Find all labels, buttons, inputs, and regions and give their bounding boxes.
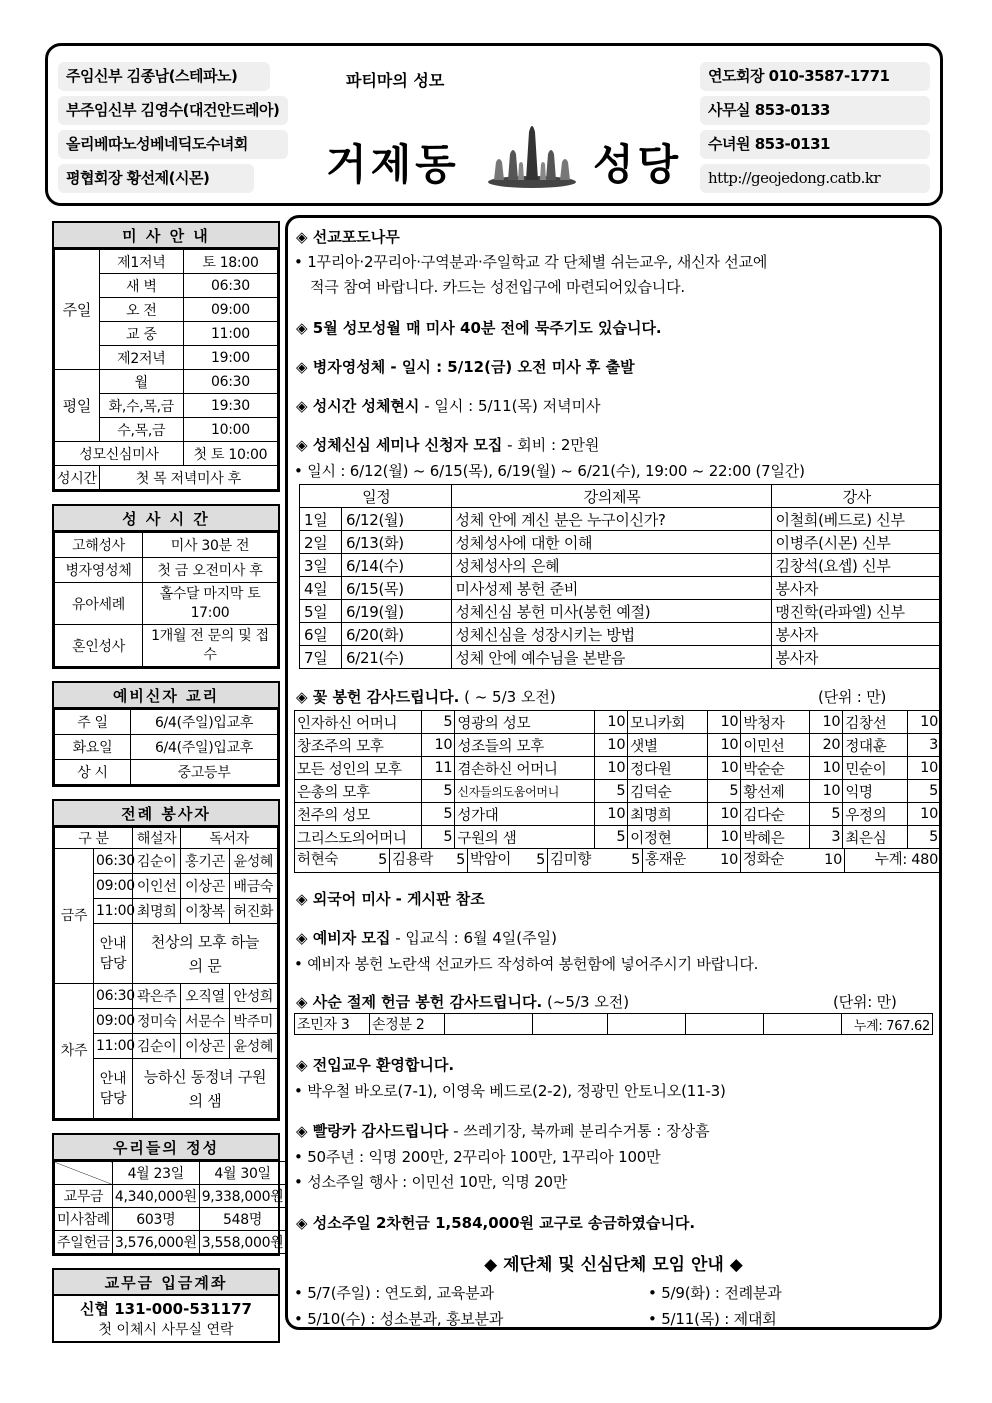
mass-name: 제2저녁 [99, 346, 183, 370]
news-title-lent-offering: ◈ 사순 절제 헌금 봉헌 감사드립니다. (~5/3 오전) [296, 993, 630, 1011]
sacrament-name: 유아세례 [55, 583, 143, 625]
flower-amount: 10 [708, 711, 741, 734]
flower-amount: 10 [708, 826, 741, 849]
flower-donor: 샛별 [628, 734, 708, 757]
flower-donor: 모니카회 [628, 711, 708, 734]
offering-value: 3,558,000원 [199, 1231, 286, 1254]
donor-cell [764, 1014, 842, 1035]
account-title: 교무금 입금계좌 [54, 1270, 278, 1296]
meeting-item: • 5/7(주일) : 연도회, 교육분과 [294, 1284, 494, 1302]
flower-amount: 3 [907, 734, 940, 757]
news-title-vocation-offering: ◈ 성소주일 2차헌금 1,584,000원 교구로 송금하였습니다. [296, 1214, 696, 1232]
flower-amount: 10 [708, 803, 741, 826]
mass-schedule-box [52, 221, 280, 492]
flower-amount: 10 [708, 734, 741, 757]
flower-amount: 10 [810, 757, 843, 780]
seminar-topic: 성체 안에 계신 분은 누구이신가? [451, 508, 771, 531]
reader: 홍기곤 [181, 849, 229, 874]
seminar-date: 6/19(월) [342, 600, 452, 623]
mass-name: 새 벽 [99, 274, 183, 298]
flower-amount: 10 [810, 780, 843, 803]
flower-donor: 신자들의도움어머니 [455, 780, 595, 803]
news-text: • 1꾸리아·2꾸리아·구역분과·주일학교 각 단체별 쉬는교우, 새신자 선교에 [294, 253, 768, 271]
seminar-day: 2일 [300, 531, 342, 554]
seminar-head: 일정 [300, 485, 452, 508]
account-box [52, 1268, 280, 1343]
liturgy-time: 11:00 [94, 899, 133, 924]
mass-time: 19:30 [183, 394, 277, 418]
seminar-topic: 미사성제 봉헌 준비 [451, 577, 771, 600]
offering-value: 4,340,000원 [112, 1185, 199, 1208]
flower-donor: 성조들의 모후 [455, 734, 595, 757]
flower-amount: 10 [907, 757, 940, 780]
liturgy-time: 06:30 [94, 984, 133, 1009]
sacrament-name: 병자영성체 [55, 558, 143, 583]
liturgy-head: 구 분 [55, 828, 133, 849]
commentator: 김순이 [133, 1034, 181, 1059]
seminar-speaker: 봉사자 [771, 646, 940, 669]
seminar-date: 6/15(목) [342, 577, 452, 600]
reader: 오직열 [181, 984, 229, 1009]
catechumen-table [54, 709, 278, 785]
seminar-date: 6/12(월) [342, 508, 452, 531]
mass-name: 화,수,목,금 [99, 394, 183, 418]
liturgy-table [54, 827, 278, 1119]
news-panel [285, 215, 942, 1330]
news-title-catechumen: ◈ 예비자 모집 - 입교식 : 6월 4일(주일) [296, 929, 557, 947]
flower-donor: 영광의 성모 [455, 711, 595, 734]
flower-amount: 5 [907, 826, 940, 849]
flower-donor: 정대훈 [843, 734, 907, 757]
liturgy-time: 06:30 [94, 849, 133, 874]
seminar-topic: 성체신심 봉헌 미사(봉헌 예절) [451, 600, 771, 623]
sacrament-table [54, 532, 278, 667]
convent-phone: 수녀원 853-0131 [700, 130, 930, 159]
flower-donor: 정다원 [628, 757, 708, 780]
mass-time: 첫 토 10:00 [183, 442, 277, 466]
mass-time: 첫 목 저녁미사 후 [99, 466, 277, 490]
flower-row [295, 711, 941, 734]
flower-amount: 5 [456, 852, 465, 868]
seminar-speaker: 봉사자 [771, 623, 940, 646]
flower-row [295, 826, 941, 849]
reader: 배금숙 [229, 874, 277, 899]
mass-time: 19:00 [183, 346, 277, 370]
pastor-label: 주임신부 김종남(스테파노) [58, 62, 270, 91]
flower-amount: 10 [824, 852, 842, 868]
parish-subtitle: 파티마의 성모 [346, 71, 445, 90]
flower-donor: 이민선 [741, 734, 810, 757]
flower-donor: 홍재운 [645, 852, 687, 868]
seminar-speaker: 봉사자 [771, 577, 940, 600]
flower-donor: 박암이 [470, 852, 512, 868]
seminar-speaker: 이철희(베드로) 신부 [771, 508, 940, 531]
seminar-head: 강사 [771, 485, 940, 508]
seminar-day: 6일 [300, 623, 342, 646]
flower-donor: 우정의 [843, 803, 907, 826]
flowers-unit: (단위 : 만) [818, 688, 887, 706]
flower-row [295, 780, 941, 803]
mass-schedule-title: 미 사 안 내 [54, 223, 278, 249]
flower-amount: 10 [595, 803, 628, 826]
reader: 허진화 [229, 899, 277, 924]
offering-label: 주일헌금 [55, 1231, 113, 1254]
flower-donor: 박순순 [741, 757, 810, 780]
meeting-item: • 5/11(목) : 제대회 [648, 1310, 777, 1328]
flower-amount: 5 [708, 780, 741, 803]
reader: 윤성혜 [229, 1034, 277, 1059]
guide-label: 안내 담당 [94, 924, 133, 984]
mass-name: 성모신심미사 [55, 442, 184, 466]
account-number: 신협 131-000-531177 [80, 1300, 252, 1318]
seminar-topic: 성체성사에 대한 이해 [451, 531, 771, 554]
sacrament-name: 고해성사 [55, 533, 143, 558]
donor-cell [533, 1014, 608, 1035]
council-president-label: 평협회장 황선제(시몬) [58, 164, 254, 193]
news-text: • 박우철 바오로(7-1), 이영욱 베드로(2-2), 정광민 안토니오(11-3) [294, 1082, 726, 1100]
flower-amount: 10 [595, 734, 628, 757]
flower-amount: 5 [595, 826, 628, 849]
news-text: • 성소주일 행사 : 이민선 10만, 익명 20만 [294, 1173, 568, 1191]
guide-groups: 능하신 동정녀 구원의 샘 [133, 1059, 278, 1119]
commentator: 최명희 [133, 899, 181, 924]
guide-label: 안내 담당 [94, 1059, 133, 1119]
offering-value: 603명 [112, 1208, 199, 1231]
sacrament-title: 성 사 시 간 [54, 506, 278, 532]
liturgy-box [52, 799, 280, 1121]
flower-amount: 5 [422, 826, 455, 849]
lent-total: 누계: 767.62 [842, 1014, 933, 1035]
reader: 박주미 [229, 1009, 277, 1034]
seminar-day: 5일 [300, 600, 342, 623]
seminar-topic: 성체성사의 은혜 [451, 554, 771, 577]
liturgy-head: 해설자 [133, 828, 181, 849]
office-phone: 사무실 853-0133 [700, 96, 930, 125]
seminar-topic: 성체신심을 성장시키는 방법 [451, 623, 771, 646]
mass-time: 10:00 [183, 418, 277, 442]
reader: 안성희 [229, 984, 277, 1009]
next-week-label: 차주 [55, 984, 94, 1119]
sisters-label: 올리베따노성베네딕도수녀회 [58, 130, 288, 159]
flower-amount: 10 [422, 734, 455, 757]
mass-name: 성시간 [55, 466, 100, 490]
liturgy-time: 09:00 [94, 1009, 133, 1034]
flower-donor: 민순이 [843, 757, 907, 780]
seminar-speaker: 맹진학(라파엘) 신부 [771, 600, 940, 623]
sunday-label: 주일 [55, 250, 100, 370]
catechumen-box [52, 681, 280, 787]
class-day: 주 일 [55, 710, 131, 735]
class-info: 6/4(주일)입교후 [131, 710, 278, 735]
news-text: 적극 참여 바랍니다. 카드는 성전입구에 마련되어있습니다. [310, 278, 685, 296]
flower-amount: 10 [595, 757, 628, 780]
offering-title: 우리들의 정성 [54, 1135, 278, 1161]
sacrament-time: 미사 30분 전 [143, 533, 278, 558]
catechumen-title: 예비신자 교리 [54, 683, 278, 709]
flower-amount: 5 [378, 852, 387, 868]
mass-time: 06:30 [183, 274, 277, 298]
commentator: 정미숙 [133, 1009, 181, 1034]
class-info: 6/4(주일)입교후 [131, 735, 278, 760]
flower-amount: 5 [595, 780, 628, 803]
mass-name: 월 [99, 370, 183, 394]
reader: 이창복 [181, 899, 229, 924]
seminar-topic: 성체 안에 예수님을 본받음 [451, 646, 771, 669]
class-info: 중고등부 [131, 760, 278, 785]
sacrament-time: 홀수달 마지막 토 17:00 [143, 583, 278, 625]
offering-value: 3,576,000원 [112, 1231, 199, 1254]
mass-name: 오 전 [99, 298, 183, 322]
reader: 서문수 [181, 1009, 229, 1034]
news-title-holy-hour: ◈ 성시간 성체현시 - 일시 : 5/11(목) 저녁미사 [296, 397, 601, 415]
lent-unit: (단위: 만) [833, 993, 897, 1011]
meeting-item: • 5/9(화) : 전례분과 [648, 1284, 782, 1302]
seminar-head: 강의제목 [451, 485, 771, 508]
news-title-flowers: ◈ 꽃 봉헌 감사드립니다. ( ~ 5/3 오전) [296, 688, 556, 706]
flower-row [295, 849, 941, 873]
seminar-speaker: 이병주(시몬) 신부 [771, 531, 940, 554]
flowers-table [294, 710, 941, 873]
seminar-day: 1일 [300, 508, 342, 531]
reader: 윤성혜 [229, 849, 277, 874]
news-text: • 일시 : 6/12(월) ~ 6/15(목), 6/19(월) ~ 6/21(수), 19:00 ~ 22:00 (7일간) [294, 462, 805, 480]
flower-amount: 11 [422, 757, 455, 780]
meeting-item: • 5/10(수) : 성소분과, 홍보분과 [294, 1310, 504, 1328]
flower-row [295, 803, 941, 826]
flower-donor: 창조주의 모후 [295, 734, 422, 757]
flower-amount: 5 [907, 780, 940, 803]
flower-amount: 20 [810, 734, 843, 757]
flower-amount: 10 [720, 852, 738, 868]
sidebar [52, 221, 284, 1355]
liturgy-time: 11:00 [94, 1034, 133, 1059]
liturgy-time: 09:00 [94, 874, 133, 899]
seminar-table [299, 484, 941, 669]
flower-amount: 5 [631, 852, 640, 868]
donor-cell [608, 1014, 686, 1035]
seminar-date: 6/13(화) [342, 531, 452, 554]
mass-time: 토 18:00 [183, 250, 277, 274]
flower-amount: 10 [907, 803, 940, 826]
reader: 이상곤 [181, 874, 229, 899]
donor-cell: 조민자 3 [295, 1014, 370, 1035]
news-title-seminar: ◈ 성체신심 세미나 신청자 모집 - 회비 : 2만원 [296, 436, 600, 454]
flower-amount: 5 [536, 852, 545, 868]
flower-donor: 김다순 [741, 803, 810, 826]
news-title-foreign-mass: ◈ 외국어 미사 - 게시판 참조 [296, 890, 485, 908]
flower-row [295, 757, 941, 780]
commentator: 김순이 [133, 849, 181, 874]
flower-donor: 모든 성인의 모후 [295, 757, 422, 780]
offering-label: 미사참례 [55, 1208, 113, 1231]
seminar-date: 6/14(수) [342, 554, 452, 577]
flower-donor: 최은심 [843, 826, 907, 849]
news-title-vineyard: ◈ 선교포도나무 [296, 228, 400, 246]
flower-donor: 성가대 [455, 803, 595, 826]
mass-time: 06:30 [183, 370, 277, 394]
donor-cell [445, 1014, 533, 1035]
news-title-palanca: ◈ 빨랑카 감사드립니다 - 쓰레기장, 북까페 분리수거통 : 장상흠 [296, 1122, 710, 1140]
flower-donor: 김덕순 [628, 780, 708, 803]
flower-amount: 5 [422, 711, 455, 734]
offering-label: 교무금 [55, 1185, 113, 1208]
class-day: 상 시 [55, 760, 131, 785]
guide-groups: 천상의 모후 하늘의 문 [133, 924, 278, 984]
offering-date: 4월 30일 [199, 1162, 286, 1185]
news-text: • 50주년 : 익명 200만, 2꾸리아 100만, 1꾸리아 100만 [294, 1148, 661, 1166]
flower-donor: 박혜은 [741, 826, 810, 849]
mass-name: 제1저녁 [99, 250, 183, 274]
flower-amount: 5 [422, 780, 455, 803]
website-link[interactable]: http://geojedong.catb.kr [700, 164, 930, 193]
flower-donor: 천주의 성모 [295, 803, 422, 826]
flower-amount: 10 [708, 757, 741, 780]
flower-donor: 최명희 [628, 803, 708, 826]
commentator: 곽은주 [133, 984, 181, 1009]
memorial-president-phone: 연도회장 010-3587-1771 [700, 62, 930, 91]
flower-amount: 10 [907, 711, 940, 734]
donor-cell: 손정분 2 [370, 1014, 445, 1035]
flower-last-row [295, 849, 941, 873]
reader: 이상곤 [181, 1034, 229, 1059]
bulletin-header [45, 43, 943, 206]
flower-donor: 인자하신 어머니 [295, 711, 422, 734]
seminar-day: 4일 [300, 577, 342, 600]
flower-amount: 3 [810, 826, 843, 849]
offering-date: 4월 23일 [112, 1162, 199, 1185]
weekday-label: 평일 [55, 370, 100, 442]
meetings-title: ◆ 제단체 및 신심단체 모임 안내 ◆ [484, 1255, 743, 1275]
mass-time: 11:00 [183, 322, 277, 346]
seminar-date: 6/21(수) [342, 646, 452, 669]
flower-donor: 은총의 모후 [295, 780, 422, 803]
assistant-pastor-label: 부주임신부 김영수(대건안드레아) [58, 96, 288, 125]
flower-donor: 익명 [843, 780, 907, 803]
flower-donor: 구원의 샘 [455, 826, 595, 849]
flower-donor: 김용락 [392, 852, 434, 868]
seminar-date: 6/20(화) [342, 623, 452, 646]
flower-amount: 5 [422, 803, 455, 826]
lent-offering-table [294, 1013, 933, 1035]
flower-amount: 10 [810, 711, 843, 734]
offering-box [52, 1133, 284, 1256]
sacrament-time: 1개월 전 문의 및 접수 [143, 625, 278, 667]
church-title-right: 성당 [592, 140, 683, 189]
sacrament-name: 혼인성사 [55, 625, 143, 667]
flower-row [295, 734, 941, 757]
mass-name: 수,목,금 [99, 418, 183, 442]
sacrament-box [52, 504, 280, 669]
flower-donor: 김창선 [843, 711, 907, 734]
flower-donor: 겸손하신 어머니 [455, 757, 595, 780]
seminar-speaker: 김창석(요셉) 신부 [771, 554, 940, 577]
flower-donor: 정화순 [743, 852, 785, 868]
flower-total: 누계: 480 [874, 852, 938, 868]
liturgy-head: 독서자 [181, 828, 278, 849]
news-title-rosary: ◈ 5월 성모성월 매 미사 40분 전에 묵주기도 있습니다. [296, 319, 662, 337]
flower-donor: 그리스도의어머니 [295, 826, 422, 849]
news-title-newcomers: ◈ 전입교우 환영합니다. [296, 1056, 455, 1074]
news-title-sick-communion: ◈ 병자영성체 - 일시 : 5/12(금) 오전 미사 후 출발 [296, 358, 635, 376]
offering-value: 548명 [199, 1208, 286, 1231]
class-day: 화요일 [55, 735, 131, 760]
mass-time: 09:00 [183, 298, 277, 322]
seminar-day: 3일 [300, 554, 342, 577]
commentator: 이인선 [133, 874, 181, 899]
seminar-day: 7일 [300, 646, 342, 669]
flower-amount: 10 [595, 711, 628, 734]
flower-donor: 김미향 [550, 852, 592, 868]
donor-cell [686, 1014, 764, 1035]
offering-value: 9,338,000원 [199, 1185, 286, 1208]
flower-donor: 황선제 [741, 780, 810, 803]
flower-donor: 박청자 [741, 711, 810, 734]
diagonal-cell [55, 1162, 113, 1185]
offering-table [54, 1161, 286, 1254]
liturgy-title: 전례 봉사자 [54, 801, 278, 827]
flower-amount: 5 [810, 803, 843, 826]
flower-donor: 이정현 [628, 826, 708, 849]
church-logo-icon [486, 118, 578, 190]
flower-donor: 허현숙 [297, 852, 339, 868]
sacrament-time: 첫 금 오전미사 후 [143, 558, 278, 583]
this-week-label: 금주 [55, 849, 94, 984]
account-note: 첫 이체시 사무실 연락 [98, 1322, 234, 1338]
mass-schedule-table [54, 249, 278, 490]
news-text: • 예비자 봉헌 노란색 선교카드 작성하여 봉헌함에 넣어주시기 바랍니다. [294, 955, 759, 973]
mass-name: 교 중 [99, 322, 183, 346]
church-title-left: 거제동 [326, 140, 460, 189]
